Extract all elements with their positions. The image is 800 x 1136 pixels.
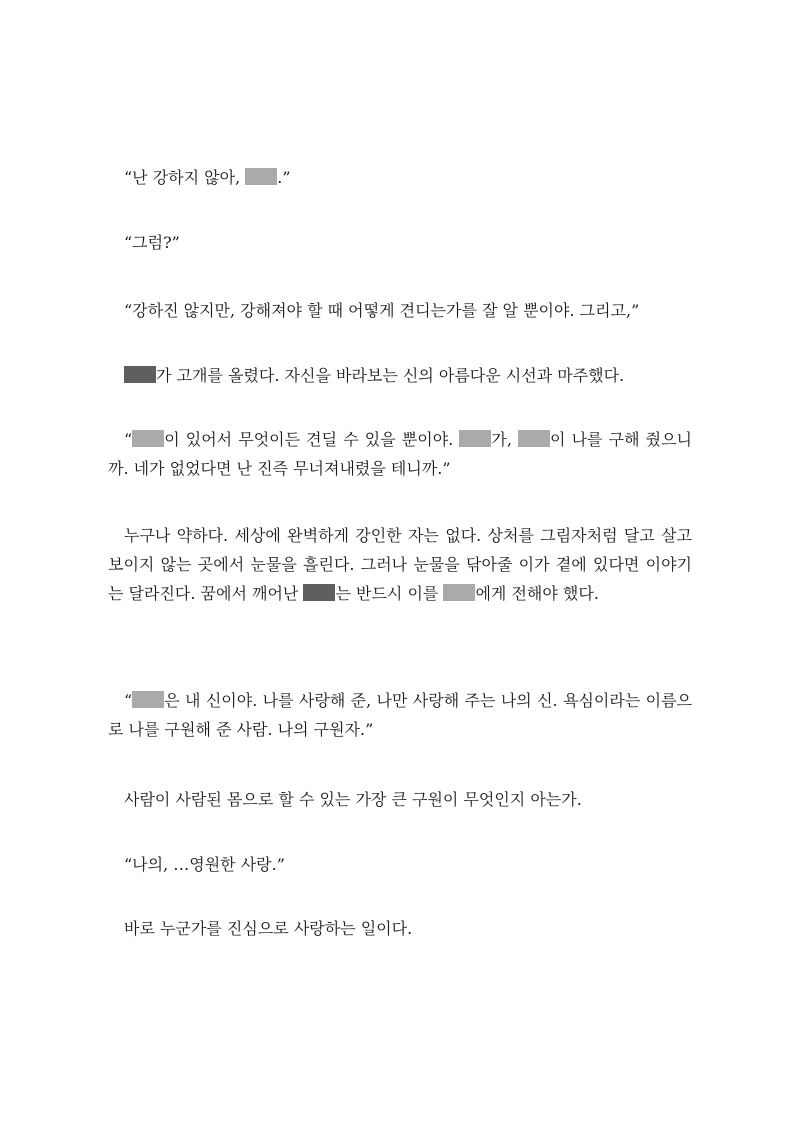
redaction-block xyxy=(132,430,164,447)
paragraph-5 xyxy=(108,425,692,483)
redaction-block xyxy=(124,366,156,383)
paragraph-4 xyxy=(108,361,692,390)
redaction-block xyxy=(459,430,491,447)
paragraph-8 xyxy=(108,785,692,814)
paragraph-10 xyxy=(108,914,692,943)
text-segment: 가, xyxy=(491,430,519,449)
redaction-block xyxy=(303,584,335,601)
text-segment: “강하진 않지만, 강해져야 할 때 어떻게 견디는가를 잘 알 뿐이야. 그리고,” xyxy=(124,301,640,320)
text-segment: “그럼?” xyxy=(124,233,180,252)
paragraph-3 xyxy=(108,296,692,325)
paragraph-2 xyxy=(108,228,692,257)
text-segment: 사람이 사람된 몸으로 할 수 있는 가장 큰 구원이 무엇인지 아는가. xyxy=(124,790,582,809)
text-segment: “ xyxy=(124,430,133,449)
paragraph-1 xyxy=(108,163,692,192)
paragraph-6 xyxy=(108,521,692,608)
text-segment: “ xyxy=(124,691,133,710)
text-segment: “난 강하지 않아, xyxy=(124,168,246,187)
paragraph-7 xyxy=(108,686,692,744)
text-segment: .” xyxy=(277,168,291,187)
text-segment: “나의, …영원한 사랑.” xyxy=(124,855,285,874)
text-segment: 이 있어서 무엇이든 견딜 수 있을 뿐이야. xyxy=(164,430,460,449)
redaction-block xyxy=(245,168,277,185)
text-segment: 에게 전해야 했다. xyxy=(475,584,599,603)
text-segment: 바로 누군가를 진심으로 사랑하는 일이다. xyxy=(124,919,413,938)
text-segment: 는 반드시 이를 xyxy=(335,584,444,603)
text-segment: 이 나를 구해 줬으니까. 네가 없었다면 난 진즉 무너져내렸을 테니까.” xyxy=(108,430,692,478)
redaction-block xyxy=(443,584,475,601)
redaction-block xyxy=(518,430,550,447)
text-segment: 누구나 약하다. 세상에 완벽하게 강인한 자는 없다. 상처를 그림자처럼 달고 살고 보이지 않는 곳에서 눈물을 흘린다. 그러나 눈물을 닦아줄 이가 곁에 있다면 이야기는 달라진다. 꿈에서 깨어난 xyxy=(108,526,692,603)
redaction-block xyxy=(132,691,164,708)
text-segment: 가 고개를 올렸다. 자신을 바라보는 신의 아름다운 시선과 마주했다. xyxy=(156,366,625,385)
text-segment: 은 내 신이야. 나를 사랑해 준, 나만 사랑해 주는 나의 신. 욕심이라는 이름으로 나를 구원해 준 사람. 나의 구원자.” xyxy=(108,691,692,739)
paragraph-9 xyxy=(108,850,692,879)
